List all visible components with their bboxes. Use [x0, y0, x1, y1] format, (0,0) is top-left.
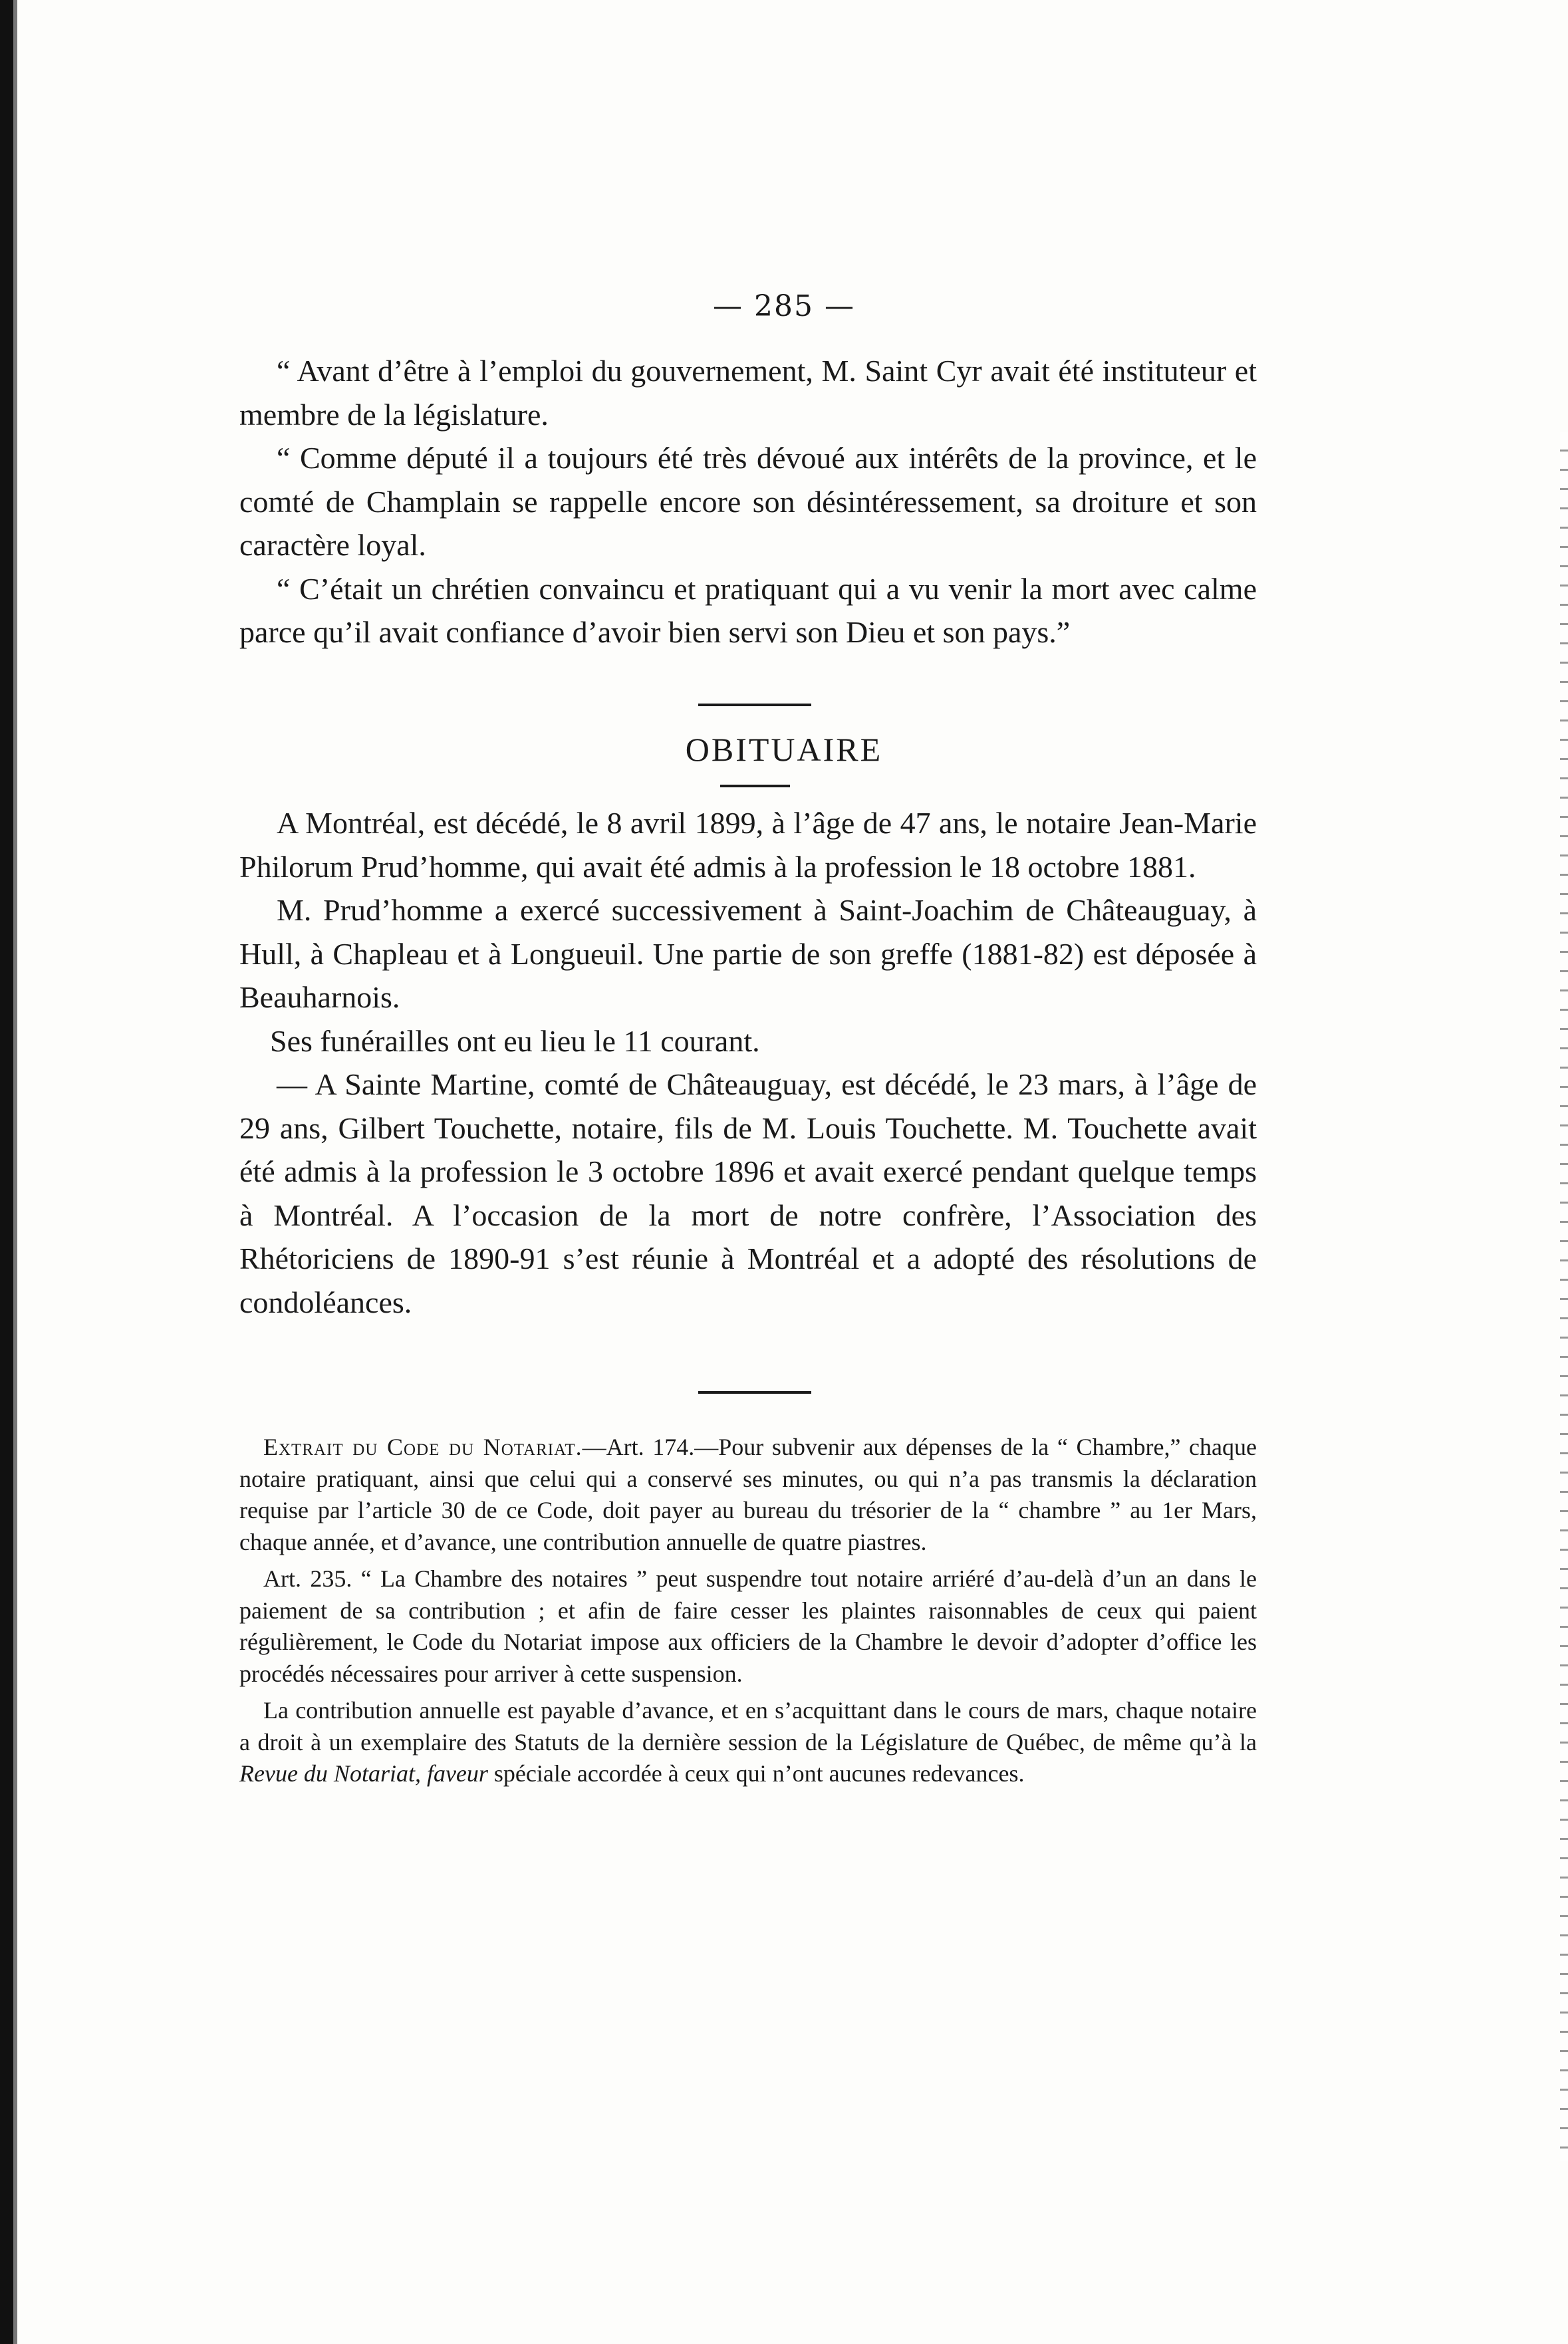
obituaire-paragraph-2: M. Prud’homme a exercé successivement à Saint-Joachim de Châteauguay, à Hull, à Chapleau et à Longueuil. Une partie de son greffe (1881-82) est déposée à Beauharnois. [239, 893, 1257, 1014]
obituaire-section [239, 801, 1257, 1324]
obituaire-paragraph-4: — A Sainte Martine, comté de Châteauguay, est décédé, le 23 mars, à l’âge de 29 ans, Gilbert Touchette, notaire, fils de M. Louis Touchette. M. Touchette avait été admis à la profession le 3 octobre 1896 et avait exercé pendant quelque temps à Montréal. A l’occasion de la mort de notre confrère, l’Association des Rhétoriciens de 1890-91 s’est réunie à Montréal et a adopté des résolutions de condoléances. [239, 1067, 1257, 1319]
intro-quote [239, 349, 1257, 654]
section-heading: OBITUAIRE [685, 731, 883, 768]
obituaire-paragraph-1: A Montréal, est décédé, le 8 avril 1899, à l’âge de 47 ans, le notaire Jean-Marie Philorum Prud’homme, qui avait été admis à la profession le 18 octobre 1881. [239, 806, 1257, 884]
book-binding-edge [0, 0, 13, 2344]
right-margin-specks [1560, 432, 1568, 2161]
book-binding-shadow [13, 0, 17, 2344]
intro-paragraph-3: “ C’était un chrétien convaincu et pratiquant qui a vu venir la mort avec calme parce qu’il avait confiance d’avoir bien servi son Dieu et son pays.” [239, 571, 1257, 649]
obituaire-paragraph-3: Ses funérailles ont eu lieu le 11 courant. [270, 1023, 760, 1058]
footnote-paragraph-3-start: La contribution annuelle est payable d’avance, et en s’acquittant dans le cours de mars, chaque notaire a droit à un exemplaire des Statuts de la dernière session de la Législature de Québec, de même qu’à la [239, 1697, 1257, 1756]
footnote-paragraph-1-text: —Art. 174.—Pour subvenir aux dépenses de la “ Chambre,” chaque notaire pratiquant, ainsi que celui qui a conservé ses minutes, ou qui n’a pas transmis la déclaration requise par l’article 30 de ce Code, doit payer au bureau du trésorier de la “ chambre ” au 1er Mars, chaque année, et d’avance, une contribution annuelle de quatre piastres. [239, 1434, 1257, 1555]
footnote-paragraph-3 [239, 1695, 1257, 1790]
footnote-code-extract [239, 1426, 1257, 1790]
intro-paragraph-2: “ Comme député il a toujours été très dévoué aux intérêts de la province, et le comté de Champlain se rappelle encore son désintéressement, sa droiture et son caractère loyal. [239, 441, 1257, 562]
section-divider-bottom [698, 1391, 811, 1394]
footnote-revue-title: Revue du Notariat, faveur [239, 1760, 488, 1787]
page-number: — 285 — [713, 289, 855, 323]
section-divider-top [698, 704, 811, 706]
intro-paragraph-1: “ Avant d’être à l’emploi du gouvernement, M. Saint Cyr avait été instituteur et membre de la législature. [239, 354, 1257, 432]
heading-underline [720, 785, 790, 787]
footnote-paragraph-1 [239, 1432, 1257, 1558]
footnote-lead: Extrait du Code du Notariat. [263, 1434, 583, 1460]
footnote-paragraph-3-end: spéciale accordée à ceux qui n’ont aucunes redevances. [487, 1760, 1025, 1787]
footnote-paragraph-2: Art. 235. “ La Chambre des notaires ” peut suspendre tout notaire arriéré d’au-delà d’un an dans le paiement de sa contribution ; et afin de faire cesser les plaintes raisonnables de ceux qui paient régulièrement, le Code du Notariat impose aux officiers de la Chambre le devoir d’adopter d’office les procédés nécessaires pour arriver à cette suspension. [239, 1565, 1257, 1687]
